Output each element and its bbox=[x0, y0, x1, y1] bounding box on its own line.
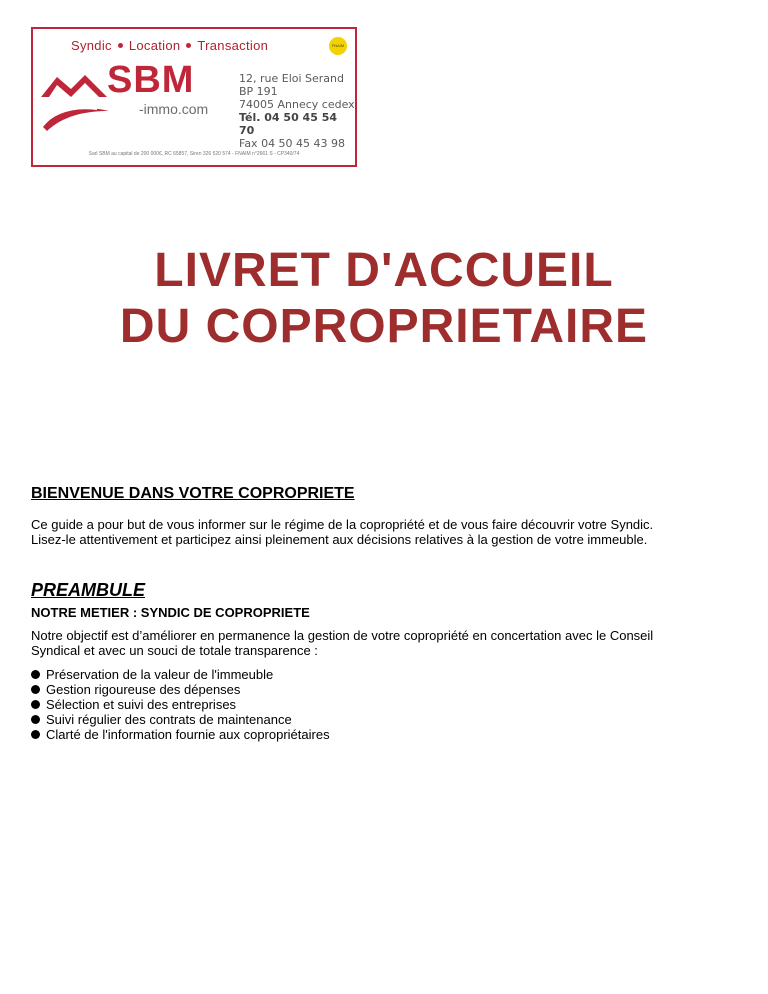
title-line-2: DU COPROPRIETAIRE bbox=[119, 300, 649, 353]
tagline-separator bbox=[186, 43, 191, 48]
tagline-location: Location bbox=[128, 38, 181, 53]
objective-line-2: Syndical et avec un souci de totale transparence : bbox=[31, 643, 318, 658]
welcome-line-1: Ce guide a pour but de vous informer sur le régime de la copropriété et de vous faire découvrir votre Syndic. bbox=[31, 517, 654, 532]
address-line: 12, rue Eloi Serand bbox=[239, 72, 345, 85]
list-item-text: Gestion rigoureuse des dépenses bbox=[46, 682, 241, 697]
bullet-icon bbox=[31, 670, 40, 679]
legal-notice: Sarl SBM au capital de 200 000€, RC 65857, Siren 326 520 574 - FNAIM n°2661 S - CP340/74 bbox=[88, 151, 300, 157]
welcome-heading: BIENVENUE DANS VOTRE COPROPRIETE bbox=[31, 485, 355, 502]
document-title bbox=[0, 243, 768, 355]
house-roof-icon bbox=[39, 67, 111, 137]
address-line: BP 191 bbox=[239, 85, 278, 98]
fax-number: Fax 04 50 45 43 98 bbox=[239, 137, 346, 150]
bullet-icon bbox=[31, 685, 40, 694]
brand-name: SBM bbox=[107, 59, 195, 101]
list-item bbox=[31, 667, 330, 682]
welcome-line-2: Lisez-le attentivement et participez ainsi pleinement aux décisions relatives à la gestion de votre immeuble. bbox=[31, 532, 648, 547]
title-line-1: LIVRET D'ACCUEIL bbox=[154, 244, 614, 297]
bullet-icon bbox=[31, 700, 40, 709]
objective-line-1: Notre objectif est d’améliorer en permanence la gestion de votre copropriété en concertation avec le Conseil bbox=[31, 628, 654, 643]
list-item bbox=[31, 682, 330, 697]
address-line: 74005 Annecy cedex bbox=[239, 98, 355, 111]
welcome-paragraph bbox=[31, 517, 751, 547]
list-item-text: Clarté de l'information fournie aux copropriétaires bbox=[46, 727, 330, 742]
objective-paragraph bbox=[31, 628, 751, 658]
tagline-transaction: Transaction bbox=[197, 38, 269, 53]
preambule-heading: PREAMBULE bbox=[31, 580, 146, 600]
tagline-separator bbox=[118, 43, 123, 48]
company-address bbox=[239, 72, 355, 150]
bullet-icon bbox=[31, 715, 40, 724]
logo-tagline bbox=[71, 38, 268, 53]
list-item-text: Suivi régulier des contrats de maintenance bbox=[46, 712, 292, 727]
list-item bbox=[31, 712, 330, 727]
phone-number: Tél. 04 50 45 54 70 bbox=[239, 111, 338, 137]
metier-subheading: NOTRE METIER : SYNDIC DE COPROPRIETE bbox=[31, 605, 310, 620]
brand-domain: -immo.com bbox=[139, 101, 209, 117]
fnaim-badge-icon: FNAIM bbox=[329, 37, 347, 55]
list-item bbox=[31, 727, 330, 742]
list-item-text: Sélection et suivi des entreprises bbox=[46, 697, 237, 712]
objectives-list bbox=[31, 667, 330, 742]
bullet-icon bbox=[31, 730, 40, 739]
list-item-text: Préservation de la valeur de l'immeuble bbox=[46, 667, 274, 682]
tagline-syndic: Syndic bbox=[71, 38, 112, 53]
company-logo bbox=[31, 27, 357, 167]
list-item bbox=[31, 697, 330, 712]
